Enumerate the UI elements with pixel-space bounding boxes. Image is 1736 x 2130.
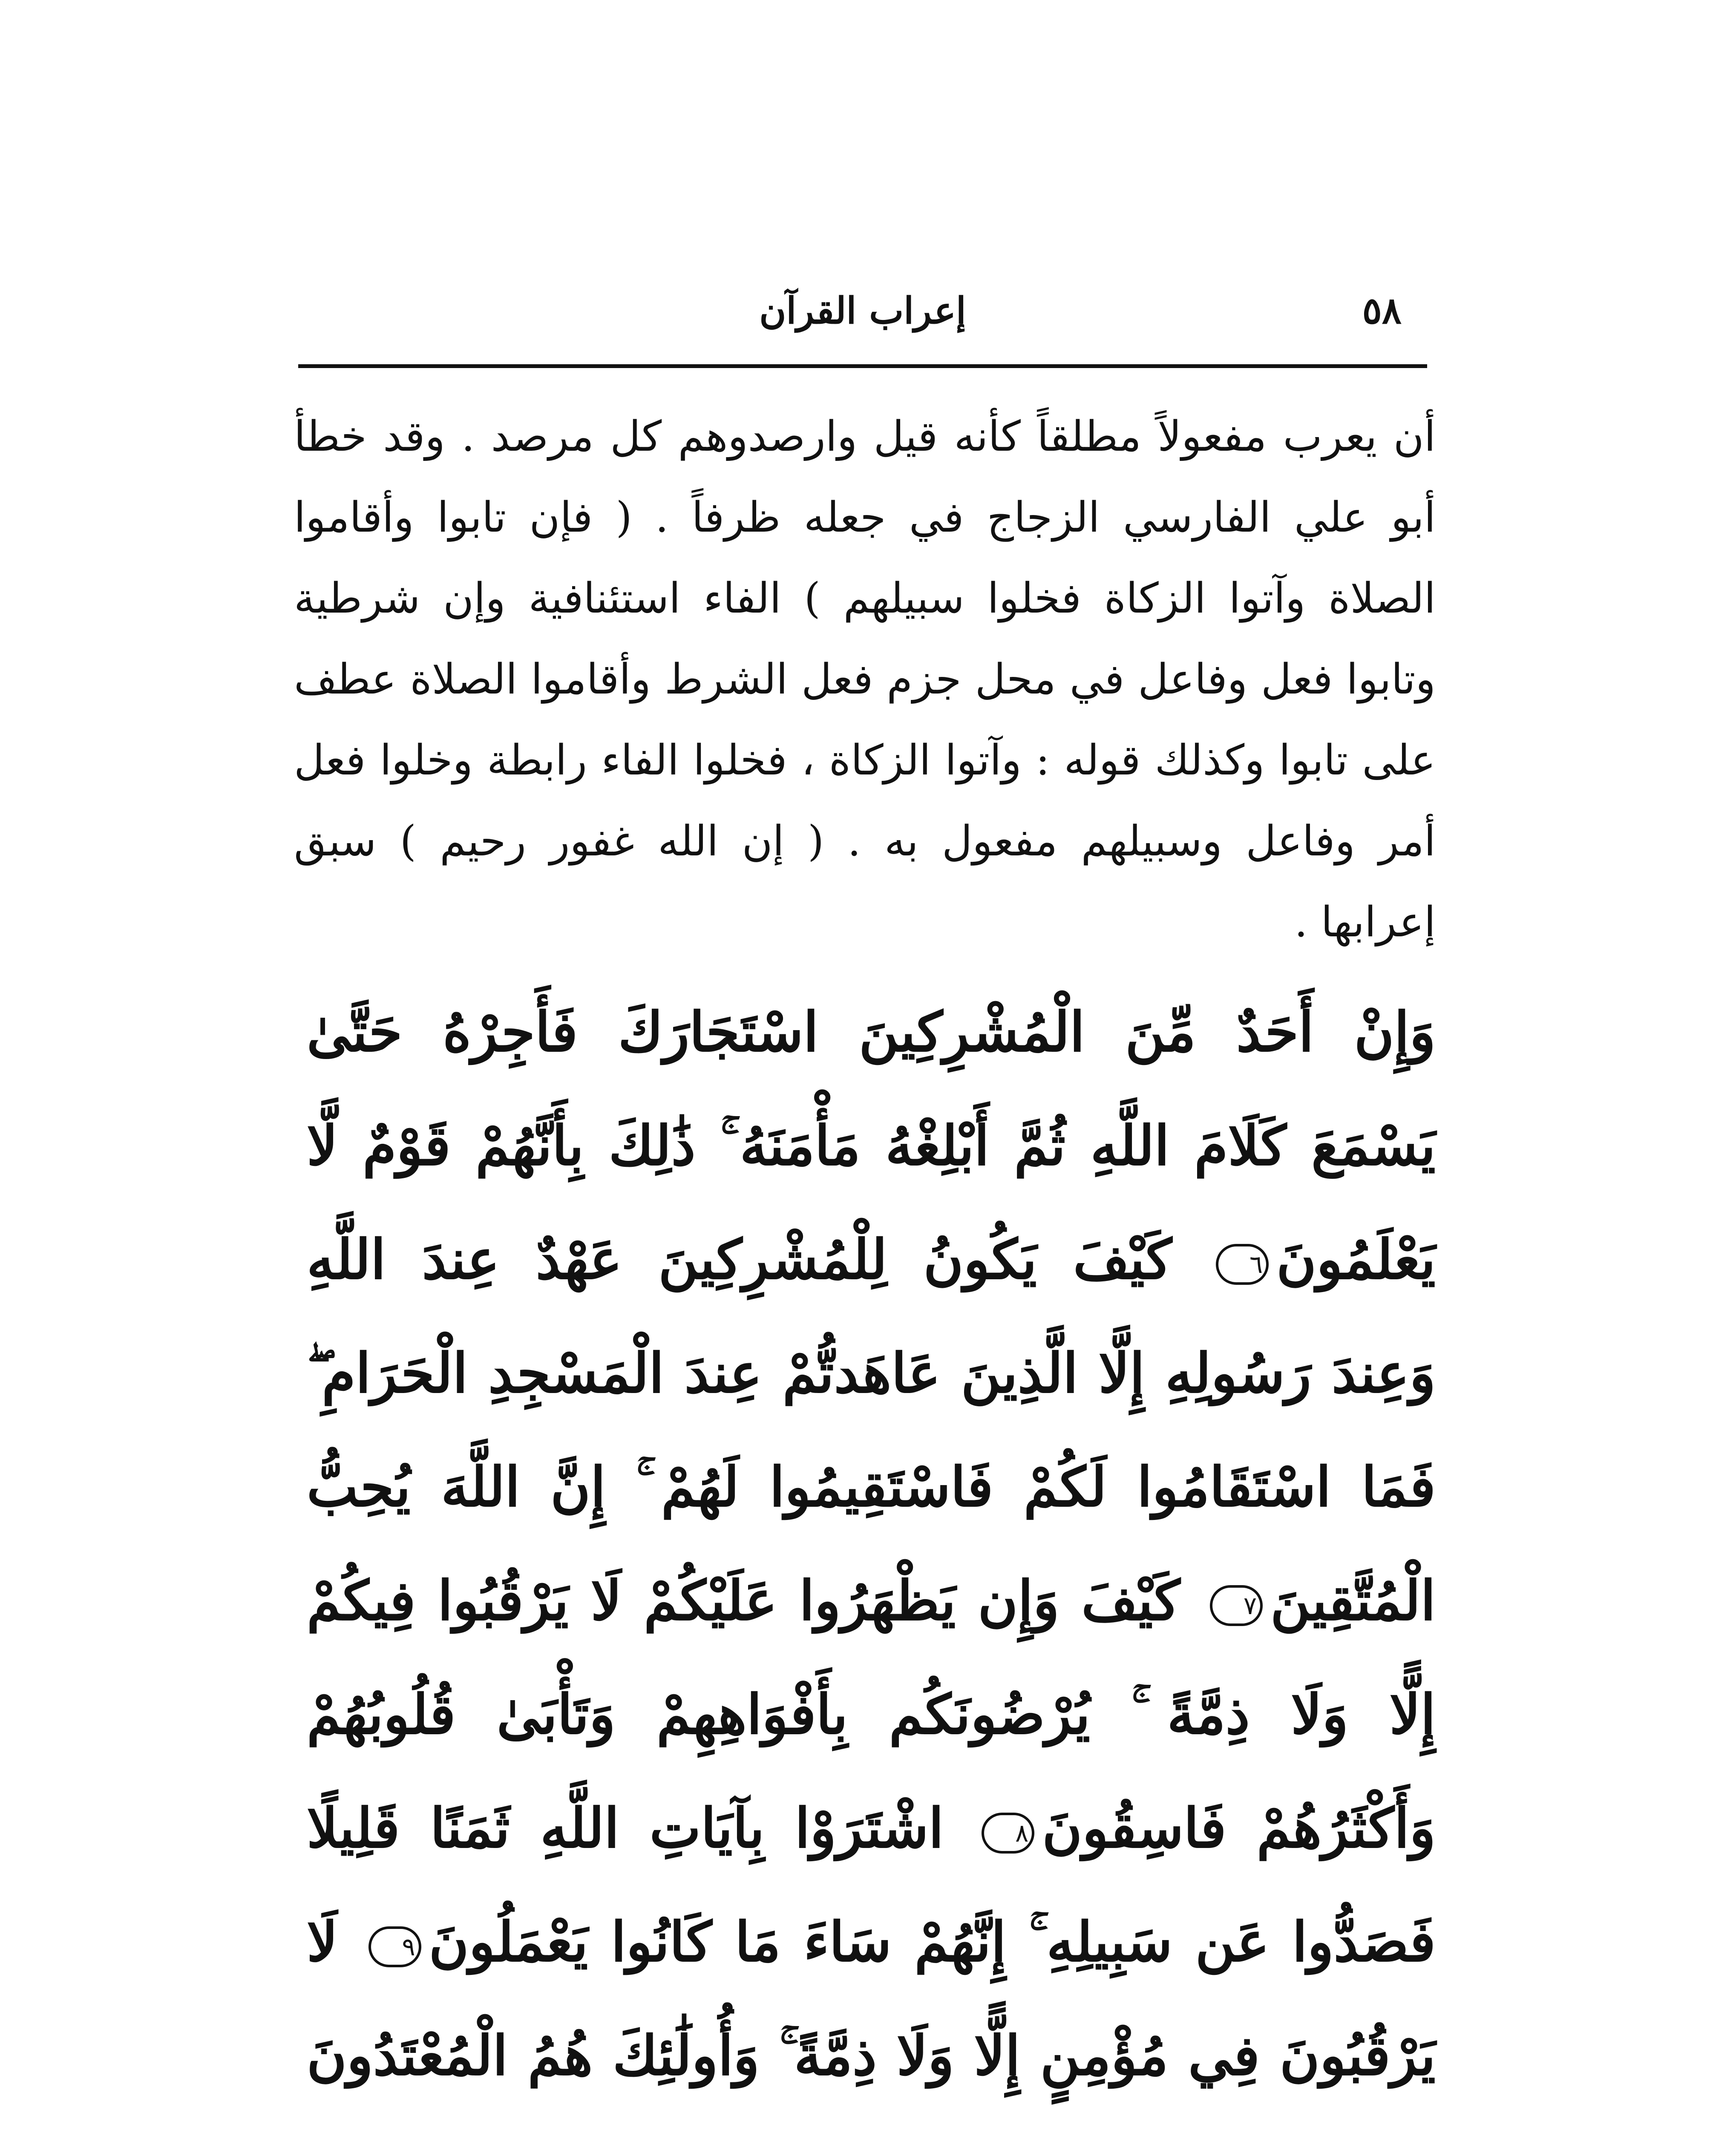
verse-text: وَإِنْ أَحَدٌ مِّنَ الْمُشْرِكِينَ اسْتَجَارَكَ فَأَجِرْهُ حَتَّىٰ يَسْمَعَ كَلَامَ اللَّهِ ثُمَّ أَبْلِغْهُ مَأْمَنَهُ ۚ ذَٰلِكَ بِأَنَّهُمْ قَوْمٌ لَّا يَعْلَمُونَ [307, 1000, 1436, 1292]
quran-verses-section [307, 976, 1436, 2130]
ayah-number-marker: ٨ [982, 1813, 1034, 1854]
verse-text: لَا يَرْقُبُونَ فِي مُؤْمِنٍ إِلًّا وَلَا ذِمَّةً ۚ وَأُولَٰئِكَ هُمُ الْمُعْتَدُونَ [307, 1910, 1436, 2088]
ayah-number-marker: ٦ [1216, 1244, 1269, 1285]
commentary-paragraph: أن يعرب مفعولاً مطلقاً كأنه قيل وارصدوهم كل مرصد . وقد خطأ أبو علي الفارسي الزجاج في جعله ظرفاً . ( فإن تابوا وأقاموا الصلاة وآتوا الزكاة فخلوا سبيلهم ) الفاء استئنافية وإن شرطية وتابوا فعل وفاعل في محل جزم فعل الشرط وأقاموا الصلاة عطف على تابوا وكذلك قوله : وآتوا الزكاة ، فخلوا الفاء رابطة وخلوا فعل أمر وفاعل وسبيلهم مفعول به . ( إن الله غفور رحيم ) سبق إعرابها . [294, 412, 1436, 947]
page-number: ٥٨ [1362, 289, 1402, 332]
page-header [298, 273, 1427, 358]
verse-text: كَيْفَ يَكُونُ لِلْمُشْرِكِينَ عَهْدٌ عِندَ اللَّهِ وَعِندَ رَسُولِهِ إِلَّا الَّذِينَ عَاهَدتُّمْ عِندَ الْمَسْجِدِ الْحَرَامِ ۖ فَمَا اسْتَقَامُوا لَكُمْ فَاسْتَقِيمُوا لَهُمْ ۚ إِنَّ اللَّهَ يُحِبُّ الْمُتَّقِينَ [307, 1228, 1436, 1633]
verse-text: كَيْفَ وَإِن يَظْهَرُوا عَلَيْكُمْ لَا يَرْقُبُوا فِيكُمْ إِلًّا وَلَا ذِمَّةً ۚ يُرْضُونَكُم بِأَفْوَاهِهِمْ وَتَأْبَىٰ قُلُوبُهُمْ وَأَكْثَرُهُمْ فَاسِقُونَ [307, 1569, 1436, 1860]
ayah-number-marker: ٧ [1210, 1585, 1263, 1626]
verse-text: اشْتَرَوْا بِآيَاتِ اللَّهِ ثَمَنًا قَلِيلًا فَصَدُّوا عَن سَبِيلِهِ ۚ إِنَّهُمْ سَاءَ مَا كَانُوا يَعْمَلُونَ [307, 1796, 1436, 1974]
ayah-number-marker: ٩ [369, 1926, 421, 1967]
header-divider [298, 364, 1427, 368]
commentary-section [294, 396, 1436, 963]
book-title: إعراب القرآن [759, 289, 966, 332]
verses-paragraph [307, 976, 1436, 2130]
